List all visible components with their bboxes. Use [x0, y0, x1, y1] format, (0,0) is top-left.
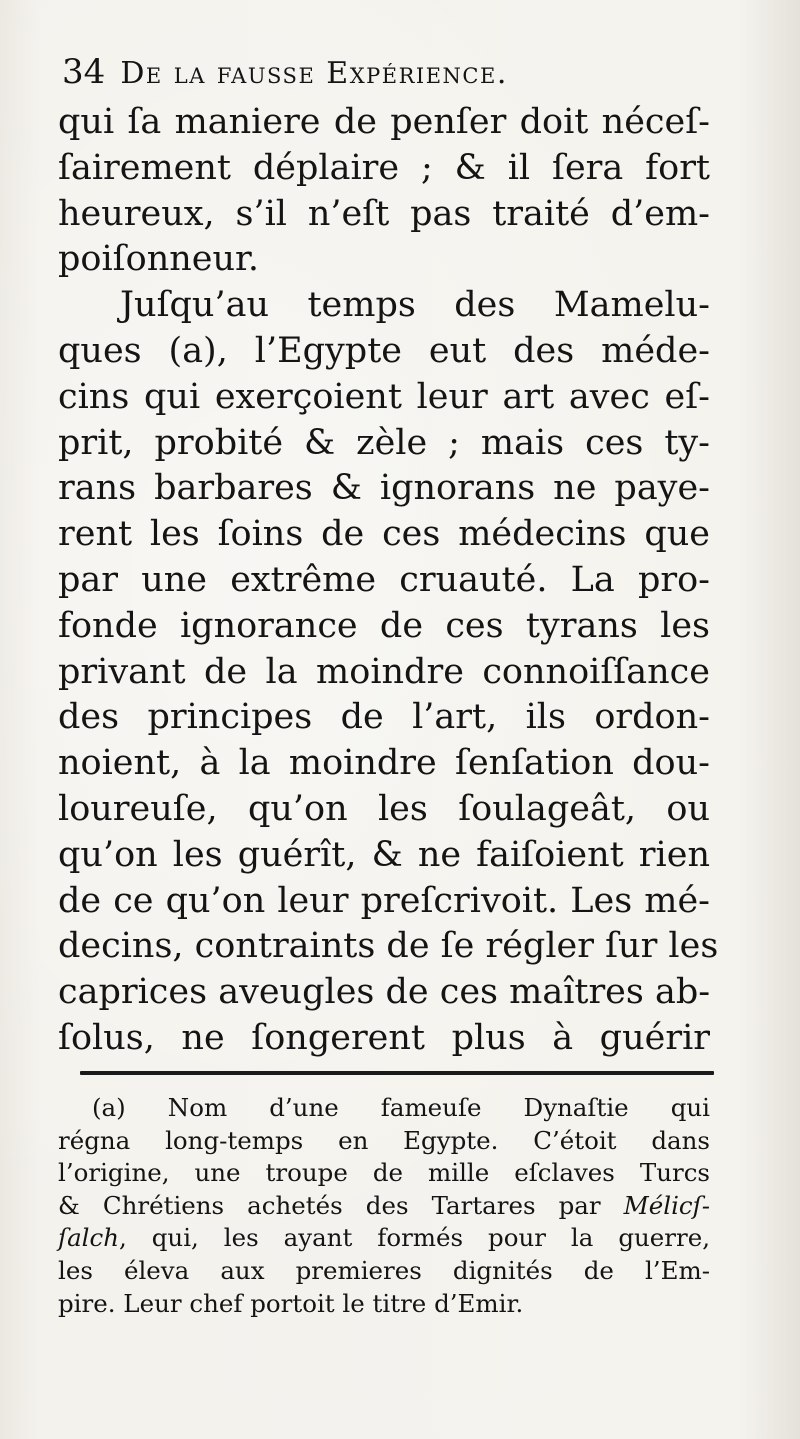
- text-line: fonde ignorance de ces tyrans les: [58, 605, 710, 646]
- text-line: rent les ſoins de ces médecins que: [58, 514, 710, 555]
- text-line: heureux, s’il n’eſt pas traité d’em-: [58, 193, 710, 234]
- footnote-text: , qui, les ayant formés pour la guerre,: [119, 1223, 710, 1253]
- footnote-italic-name: ſalch: [58, 1223, 120, 1253]
- text-line: prit, probité & zèle ; mais ces ty-: [58, 422, 710, 463]
- text-line: des principes de l’art, ils ordon-: [58, 697, 710, 738]
- footnote-text: & Chrétiens achetés des Tartares par: [58, 1190, 624, 1220]
- text-line: qui ſa maniere de penſer doit néceſ-: [58, 102, 710, 142]
- footnote-line: régna long-temps en Egypte. C’étoit dans: [58, 1125, 710, 1155]
- footnote-italic-name: Mélicſ-: [623, 1190, 710, 1220]
- footnote-line: [58, 1190, 710, 1223]
- text-line: rans barbares & ignorans ne paye-: [58, 468, 710, 509]
- text-line: privant de la moindre connoiſſance: [58, 651, 710, 692]
- text-line: qu’on les guérît, & ne faiſoient rien: [58, 834, 710, 875]
- footnote-line: les éleva aux premieres dignités de l’Em-: [58, 1255, 710, 1285]
- footnote-line: l’origine, une troupe de mille eſclaves Turcs: [58, 1158, 710, 1188]
- text-line: loureuſe, qu’on les ſoulageât, ou: [58, 788, 710, 829]
- text-line: de ce qu’on leur preſcrivoit. Les mé-: [58, 880, 710, 921]
- footnote-divider: [80, 1071, 714, 1075]
- page-header: [62, 52, 702, 102]
- text-line: decins, contraints de ſe régler ſur les: [58, 926, 719, 967]
- footnote-line: [58, 1222, 710, 1255]
- footnote-line: pire. Leur chef portoit le titre d’Emir.: [58, 1288, 524, 1318]
- page-number: 34: [62, 52, 106, 92]
- text-line: ſairement déplaire ; & il ſera fort: [58, 147, 710, 188]
- paragraph-start-line: Juſqu’au temps des Mamelu-: [120, 285, 710, 326]
- text-line: caprices aveugles de ces maîtres ab-: [58, 972, 711, 1013]
- text-line: ſolus, ne ſongerent plus à guérir: [58, 1017, 710, 1058]
- text-line: ques (a), l’Egypte eut des méde-: [58, 330, 710, 371]
- text-line: poiſonneur.: [58, 239, 260, 280]
- text-line: par une extrême cruauté. La pro-: [58, 559, 710, 600]
- main-text: [58, 100, 719, 1062]
- footnote: [58, 1092, 710, 1320]
- text-line: noient, à la moindre ſenſation dou-: [58, 743, 710, 784]
- running-head: De la fausse Expérience.: [120, 56, 508, 91]
- footnote-line: (a) Nom d’une fameuſe Dynaſtie qui: [92, 1093, 710, 1122]
- text-line: cins qui exerçoient leur art avec eſ-: [58, 376, 710, 417]
